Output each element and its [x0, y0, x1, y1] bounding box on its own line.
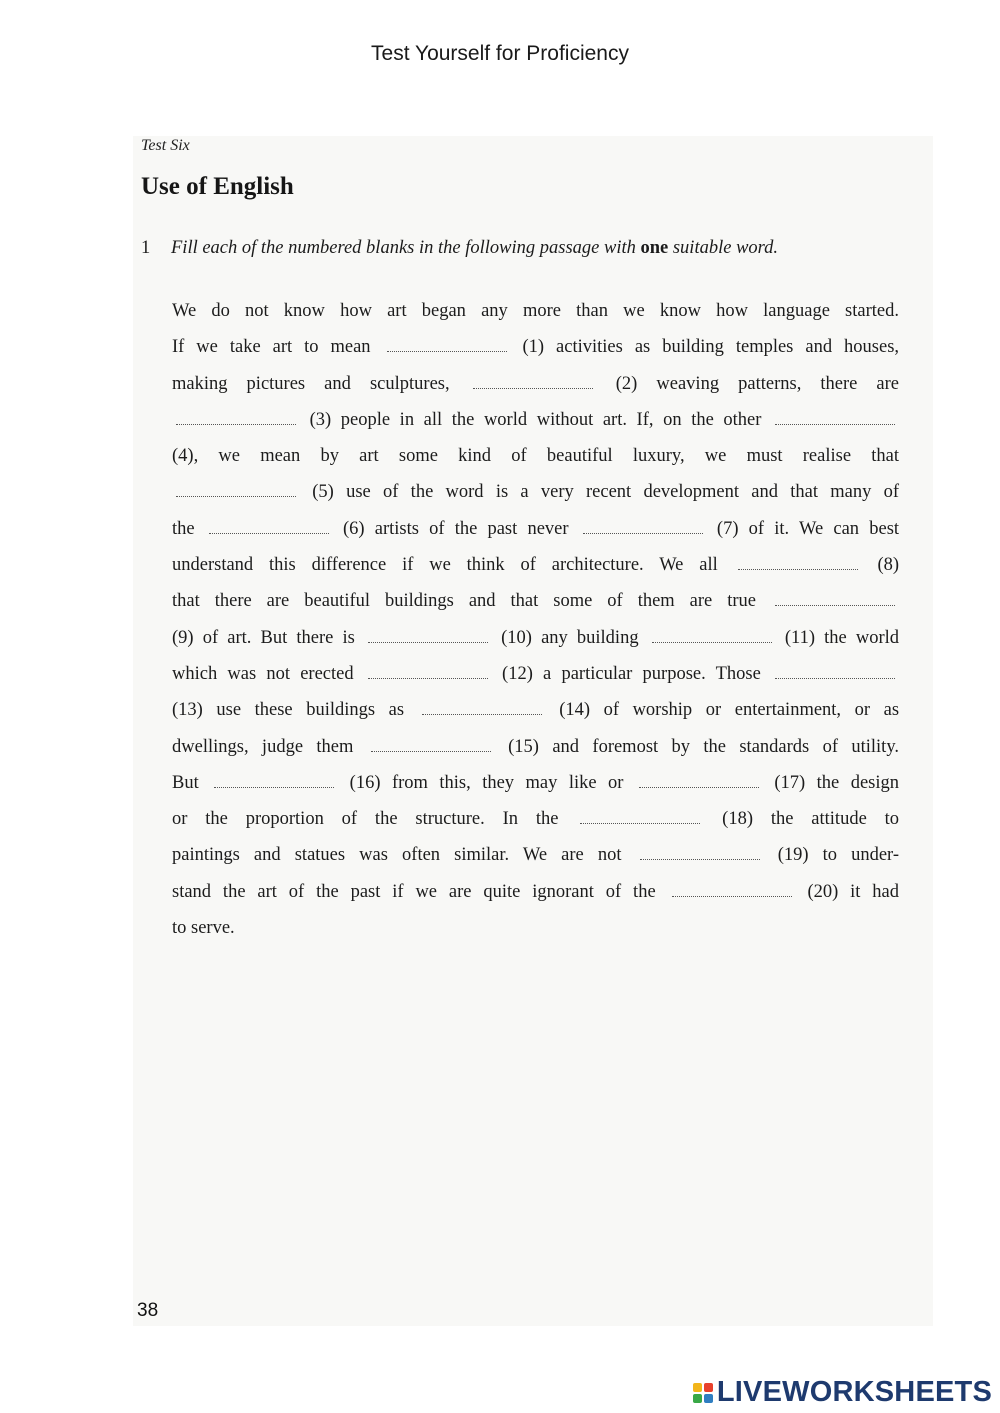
brand-name: LIVEWORKSHEETS — [716, 1376, 992, 1408]
passage-line — [172, 366, 899, 402]
passage-line — [172, 402, 899, 438]
passage-line — [172, 801, 899, 837]
passage-line — [172, 329, 899, 365]
passage-segment: (17) the design — [774, 772, 900, 793]
passage-line — [172, 874, 899, 910]
passage-segment: (20) it had — [807, 881, 900, 902]
instruction-emphasis: one — [640, 238, 669, 258]
blank-7[interactable] — [583, 521, 703, 534]
blank-6[interactable] — [209, 521, 329, 534]
passage-segment: If we take art to mean — [172, 337, 371, 358]
question-number: 1 — [141, 238, 151, 258]
passage-segment: (4), we mean by art some kind of beautiful luxury, we must realise that — [172, 446, 899, 467]
blank-20[interactable] — [672, 884, 792, 897]
passage-segment: (10) any building — [501, 627, 639, 648]
instruction-text-before: Fill each of the numbered blanks in the following passage with — [171, 238, 636, 258]
passage-segment: paintings and statues was often similar. We are not — [172, 845, 622, 866]
passage-segment: which was not erected — [172, 663, 354, 684]
blank-9[interactable] — [775, 593, 895, 606]
passage-segment: that there are beautiful buildings and that some of them are true — [172, 591, 757, 612]
passage-line — [172, 729, 899, 765]
passage-line — [172, 765, 899, 801]
header-title: Test Yourself for Proficiency — [371, 42, 629, 65]
blank-14[interactable] — [422, 702, 542, 715]
blank-5[interactable] — [176, 484, 296, 497]
passage-segment: We do not know how art began any more than we know how language started. — [172, 301, 899, 321]
logo-square — [704, 1394, 713, 1403]
instruction-text-after: suitable word. — [672, 238, 779, 258]
passage-segment: (3) people in all the world without art. If, on the other — [309, 409, 762, 430]
passage-line — [172, 692, 899, 728]
section-heading: Use of English — [141, 173, 294, 200]
instruction — [141, 238, 901, 259]
passage-segment: the — [172, 518, 195, 539]
logo-square — [693, 1383, 702, 1392]
blank-15[interactable] — [371, 739, 491, 752]
passage-line — [172, 583, 899, 619]
passage-line — [172, 837, 899, 873]
passage-line — [172, 511, 899, 547]
passage-segment: (16) from this, they may like or — [349, 772, 624, 793]
passage — [172, 293, 899, 946]
blank-18[interactable] — [580, 811, 700, 824]
passage-segment: (11) the world — [784, 627, 900, 648]
passage-segment: making pictures and sculptures, — [172, 373, 450, 394]
passage-segment: (13) use these buildings as — [172, 700, 405, 721]
passage-line — [172, 293, 899, 329]
blank-1[interactable] — [387, 339, 507, 352]
blank-8[interactable] — [738, 557, 858, 570]
blank-3[interactable] — [176, 412, 296, 425]
passage-line — [172, 656, 899, 692]
page-number: 38 — [137, 1300, 159, 1321]
test-label: Test Six — [141, 137, 190, 154]
passage-line — [172, 547, 899, 583]
passage-segment: But — [172, 772, 199, 793]
passage-segment: (9) of art. But there is — [172, 627, 355, 648]
passage-segment: understand this difference if we think of architecture. We all — [172, 555, 718, 576]
passage-line — [172, 620, 899, 656]
blank-2[interactable] — [473, 376, 593, 389]
passage-line — [172, 910, 899, 946]
blank-4[interactable] — [775, 412, 895, 425]
blank-12[interactable] — [368, 666, 488, 679]
passage-segment: (5) use of the word is a very recent development and that many of — [312, 482, 900, 503]
blank-16[interactable] — [214, 775, 334, 788]
passage-line — [172, 474, 899, 510]
passage-segment: stand the art of the past if we are quite ignorant of the — [172, 881, 656, 902]
passage-segment: (8) — [877, 555, 900, 576]
passage-segment: (15) and foremost by the standards of utility. — [508, 736, 899, 757]
passage-segment: (1) activities as building temples and houses, — [522, 337, 900, 358]
passage-line — [172, 438, 899, 474]
passage-segment: (12) a particular purpose. Those — [502, 663, 761, 684]
passage-segment: (7) of it. We can best — [716, 518, 900, 539]
logo-square — [704, 1383, 713, 1392]
blank-13[interactable] — [775, 666, 895, 679]
passage-segment: dwellings, judge them — [172, 736, 354, 757]
blank-10[interactable] — [368, 630, 488, 643]
passage-segment: or the proportion of the structure. In the — [172, 809, 559, 830]
blank-11[interactable] — [652, 630, 772, 643]
passage-segment: (18) the attitude to — [722, 809, 900, 830]
passage-segment: (6) artists of the past never — [342, 518, 569, 539]
passage-segment: (14) of worship or entertainment, or as — [559, 700, 900, 721]
blank-19[interactable] — [640, 847, 760, 860]
liveworksheets-logo-icon — [693, 1383, 713, 1403]
passage-segment: (2) weaving patterns, there are — [615, 373, 900, 394]
blank-17[interactable] — [639, 775, 759, 788]
passage-segment: to serve. — [172, 918, 235, 939]
passage-segment: (19) to under- — [777, 845, 899, 866]
logo-square — [693, 1394, 702, 1403]
brand-footer[interactable] — [693, 1376, 992, 1409]
